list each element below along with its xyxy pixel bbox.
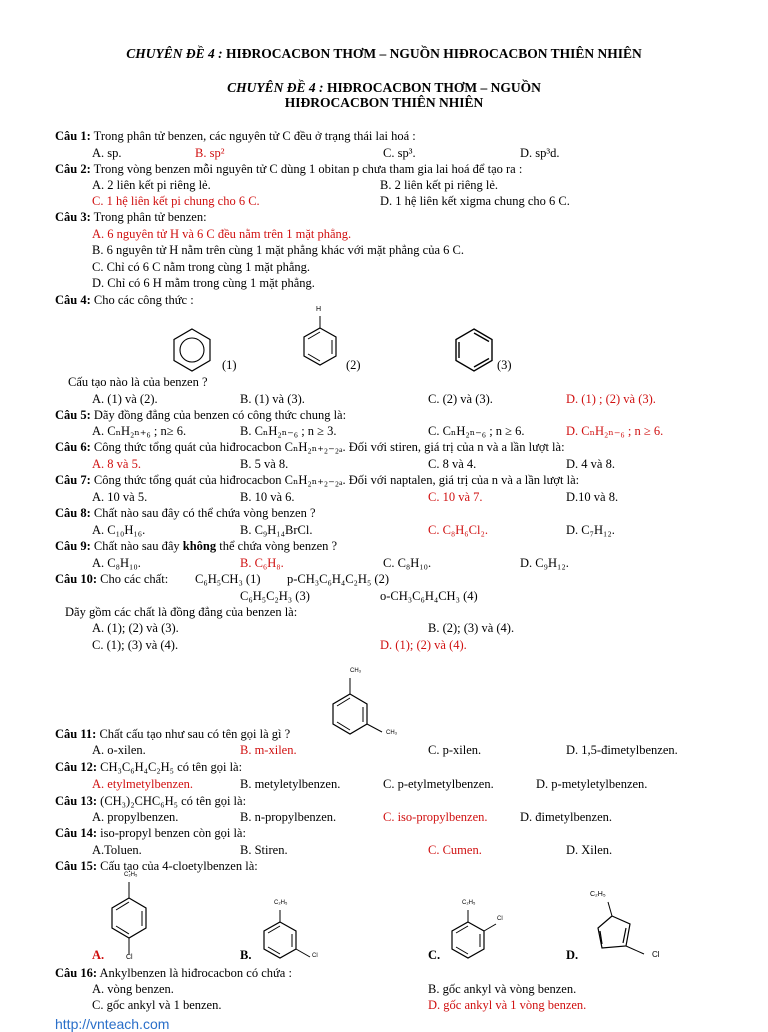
q11-text: Chất cấu tạo như sau có tên gọi là gì ?	[96, 727, 291, 741]
q3-text: Trong phân tử benzen:	[90, 210, 207, 224]
q7-label: Câu 7:	[55, 473, 91, 487]
q2-option-c: C. 1 hệ liên kết pi chung cho 6 C.	[92, 194, 260, 208]
q1-option-c: C. sp³.	[383, 146, 416, 160]
header-title-line1	[0, 80, 768, 96]
q16-option-a: A. vòng benzen.	[92, 982, 174, 996]
q8-option-b: B. C₉H₁₄BrCl.	[240, 523, 313, 537]
q14-option-a: A.Toluen.	[92, 843, 142, 857]
q14-label: Câu 14:	[55, 826, 98, 840]
q13-option-b: B. n-propylbenzen.	[240, 810, 337, 824]
q13-option-d: D. đimetylbenzen.	[520, 810, 612, 824]
q2-label: Câu 2:	[55, 162, 91, 176]
question-14	[55, 826, 246, 840]
q14-option-c: C. Cumen.	[428, 843, 482, 857]
structure-c-ortho	[446, 906, 506, 966]
q11-option-d: D. 1,5-đimetylbenzen.	[566, 743, 678, 757]
question-8	[55, 506, 316, 520]
q7-text: Công thức tổng quát của hiđrocacbon CₙH₂ₙ₊₂₋₂ₐ. Đối với naptalen, giá trị của n và a lần lượt là:	[90, 473, 580, 487]
q10-ask: Dãy gồm các chất là đồng đẳng của benzen là:	[65, 605, 298, 619]
q3-option-a: A. 6 nguyên tử H và 6 C đều nằm trên 1 mặt phẳng.	[92, 227, 352, 241]
q2-option-d: D. 1 hệ liên kết xigma chung cho 6 C.	[380, 194, 570, 208]
q1-text: Trong phân tử benzen, các nguyên tử C đều ở trạng thái lai hoá :	[90, 129, 416, 143]
q16-option-b: B. gốc ankyl và vòng benzen.	[428, 982, 577, 996]
q10-option-c: C. (1); (3) và (4).	[92, 638, 179, 652]
q1-option-b: B. sp²	[195, 146, 225, 160]
q6-label: Câu 6:	[55, 440, 91, 454]
header-top-text: HIĐROCACBON THƠM – NGUỒN HIĐROCACBON THIÊN NHIÊN	[222, 46, 642, 61]
q15-label: Câu 15:	[55, 859, 98, 873]
q6-text: Công thức tổng quát của hiđrocacbon CₙH₂ₙ₊₂₋₂ₐ. Đối với stiren, giá trị của n và a lần lượt là:	[90, 440, 565, 454]
q3-label: Câu 3:	[55, 210, 91, 224]
benzene-kekule-3	[452, 326, 496, 374]
question-11	[55, 727, 290, 741]
formula-2-h: H	[316, 306, 322, 313]
question-3	[55, 210, 207, 224]
q9-option-a: A. C₈H₁₀.	[92, 556, 141, 570]
q3-option-c: C. Chỉ có 6 C nằm trong cùng 1 mặt phẳng.	[92, 260, 311, 274]
q9-text-post: thể chứa vòng benzen ?	[216, 539, 338, 553]
question-13	[55, 794, 246, 808]
structure-c-cl: Cl	[497, 916, 503, 922]
q12-option-d: D. p-metyletylbenzen.	[536, 777, 648, 791]
formula-3-label: (3)	[497, 358, 512, 372]
question-2	[55, 162, 522, 176]
q5-option-a: A. CₙH₂ₙ₊₆ ; n≥ 6.	[92, 424, 187, 438]
q3-option-d: D. Chỉ có 6 H mằm trong cùng 1 mặt phẳng.	[92, 276, 315, 290]
footer-url-link[interactable]: http://vnteach.com	[55, 1016, 170, 1032]
q6-option-a: A. 8 và 5.	[92, 457, 141, 471]
q13-option-c: C. iso-propylbenzen.	[383, 810, 488, 824]
q10-substance-1: C₆H₅CH₃ (1)	[195, 572, 261, 586]
q9-option-d: D. C₉H₁₂.	[520, 556, 569, 570]
q10-substance-2: p-CH₃C₆H₄C₂H₅ (2)	[287, 572, 389, 586]
benzene-kekule-2	[298, 306, 342, 372]
q10-option-b: B. (2); (3) và (4).	[428, 621, 515, 635]
q8-option-c: C. C₈H₆Cl₂.	[428, 523, 488, 537]
formula-1-label: (1)	[222, 358, 237, 372]
q6-option-d: D. 4 và 8.	[566, 457, 615, 471]
q13-option-a: A. propylbenzen.	[92, 810, 179, 824]
q2-text: Trong vòng benzen mỗi nguyên tử C dùng 1 obitan p chưa tham gia lai hoá để tạo ra :	[90, 162, 523, 176]
m-xylene-ch3-bottom: CH₃	[386, 730, 398, 736]
question-5	[55, 408, 346, 422]
q3-option-b: B. 6 nguyên tử H nằm trên cùng 1 mặt phẳng khác với mặt phẳng của 6 C.	[92, 243, 464, 257]
structure-a-para	[104, 878, 154, 962]
q10-substance-3: C₆H₅C₂H₃ (3)	[240, 589, 310, 603]
q15-text: Cấu tạo của 4-cloetylbenzen là:	[97, 859, 258, 873]
header-title-line2: HIĐROCACBON THIÊN NHIÊN	[284, 95, 484, 110]
q9-option-c: C. C₈H₁₀.	[383, 556, 432, 570]
q2-option-a: A. 2 liên kết pi riêng lẻ.	[92, 178, 211, 192]
q9-option-b: B. C₆H₈.	[240, 556, 284, 570]
m-xylene-ch3-top: CH₃	[350, 668, 362, 674]
q12-text: CH₃C₆H₄C₂H₅ có tên gọi là:	[97, 760, 243, 774]
q5-option-b: B. CₙH₂ₙ₋₆ ; n ≥ 3.	[240, 424, 337, 438]
q5-label: Câu 5:	[55, 408, 91, 422]
q5-option-c: C. CₙH₂ₙ₋₆ ; n ≥ 6.	[428, 424, 525, 438]
structure-d-ethyl: C₂H₅	[590, 891, 606, 898]
q4-option-c: C. (2) và (3).	[428, 392, 493, 406]
question-12	[55, 760, 242, 774]
q5-option-d: D. CₙH₂ₙ₋₆ ; n ≥ 6.	[566, 424, 664, 438]
q15-option-b: B.	[240, 948, 252, 962]
q12-option-b: B. metyletylbenzen.	[240, 777, 341, 791]
q6-option-b: B. 5 và 8.	[240, 457, 289, 471]
formula-2-label: (2)	[346, 358, 361, 372]
q4-label: Câu 4:	[55, 293, 91, 307]
q2-option-b: B. 2 liên kết pi riêng lẻ.	[380, 178, 499, 192]
header-top-prefix: CHUYÊN ĐỀ 4 :	[126, 46, 223, 61]
q16-option-c: C. gốc ankyl và 1 benzen.	[92, 998, 222, 1012]
q7-option-a: A. 10 và 5.	[92, 490, 148, 504]
q4-option-d: D. (1) ; (2) và (3).	[566, 392, 656, 406]
header-title-text1: HIĐROCACBON THƠM – NGUỒN	[323, 80, 541, 95]
q12-option-c: C. p-etylmetylbenzen.	[383, 777, 494, 791]
q11-option-a: A. o-xilen.	[92, 743, 146, 757]
q5-text: Dãy đồng đẳng của benzen có công thức chung là:	[90, 408, 347, 422]
q10-label: Câu 10:	[55, 572, 98, 586]
question-15	[55, 859, 258, 873]
q4-text: Cho các công thức :	[90, 293, 194, 307]
structure-d-cl: Cl	[652, 950, 660, 959]
q12-label: Câu 12:	[55, 760, 98, 774]
benzene-ring-1	[170, 326, 214, 374]
q10-substance-4: o-CH₃C₆H₄CH₃ (4)	[380, 589, 478, 603]
structure-b-ethyl: C₂H₅	[274, 900, 288, 906]
q10-option-a: A. (1); (2) và (3).	[92, 621, 179, 635]
structure-a-cl: Cl	[126, 954, 133, 961]
q16-text: Ankylbenzen là hiđrocacbon có chứa :	[97, 966, 292, 980]
q8-text: Chất nào sau đây có thể chứa vòng benzen ?	[90, 506, 316, 520]
q12-option-a: A. etylmetylbenzen.	[92, 777, 194, 791]
question-7	[55, 473, 579, 487]
q9-text-bold: không	[182, 539, 217, 553]
q14-text: iso-propyl benzen còn gọi là:	[97, 826, 246, 840]
q16-label: Câu 16:	[55, 966, 98, 980]
question-6	[55, 440, 565, 454]
q13-text: (CH₃)₂CHC₆H₅ có tên gọi là:	[97, 794, 247, 808]
question-9	[55, 539, 337, 553]
question-10	[55, 572, 168, 586]
q4-option-a: A. (1) và (2).	[92, 392, 158, 406]
q1-option-d: D. sp³d.	[520, 146, 560, 160]
q8-option-d: D. C₇H₁₂.	[566, 523, 615, 537]
structure-b-cl: Cl	[312, 953, 318, 959]
q10-text: Cho các chất:	[97, 572, 169, 586]
q15-option-d: D.	[566, 948, 579, 962]
question-4	[55, 293, 194, 307]
q9-label: Câu 9:	[55, 539, 91, 553]
q13-label: Câu 13:	[55, 794, 98, 808]
q11-option-b: B. m-xilen.	[240, 743, 297, 757]
q16-option-d: D. gốc ankyl và 1 vòng benzen.	[428, 998, 587, 1012]
q6-option-c: C. 8 và 4.	[428, 457, 477, 471]
q1-label: Câu 1:	[55, 129, 91, 143]
structure-a-ethyl: C₂H₅	[124, 872, 138, 878]
question-16	[55, 966, 292, 980]
q7-option-b: B. 10 và 6.	[240, 490, 295, 504]
q14-option-d: D. Xilen.	[566, 843, 613, 857]
q1-option-a: A. sp.	[92, 146, 122, 160]
q8-label: Câu 8:	[55, 506, 91, 520]
q7-option-c: C. 10 và 7.	[428, 490, 483, 504]
q4-ask: Cấu tạo nào là của benzen ?	[68, 375, 208, 389]
q11-label: Câu 11:	[55, 727, 97, 741]
header-top	[0, 46, 768, 62]
q10-option-d: D. (1); (2) và (4).	[380, 638, 467, 652]
q11-option-c: C. p-xilen.	[428, 743, 482, 757]
q7-option-d: D.10 và 8.	[566, 490, 619, 504]
structure-c-ethyl: C₂H₅	[462, 900, 476, 906]
structure-d-pentagon	[594, 894, 654, 964]
q15-option-a: A.	[92, 948, 105, 962]
q9-text-pre: Chất nào sau đây	[90, 539, 183, 553]
q15-option-c: C.	[428, 948, 441, 962]
q14-option-b: B. Stiren.	[240, 843, 288, 857]
m-xylene-structure	[328, 672, 388, 744]
header-title-prefix: CHUYÊN ĐỀ 4 :	[227, 80, 324, 95]
question-1	[55, 129, 416, 143]
q8-option-a: A. C₁₀H₁₆.	[92, 523, 146, 537]
q4-option-b: B. (1) và (3).	[240, 392, 305, 406]
